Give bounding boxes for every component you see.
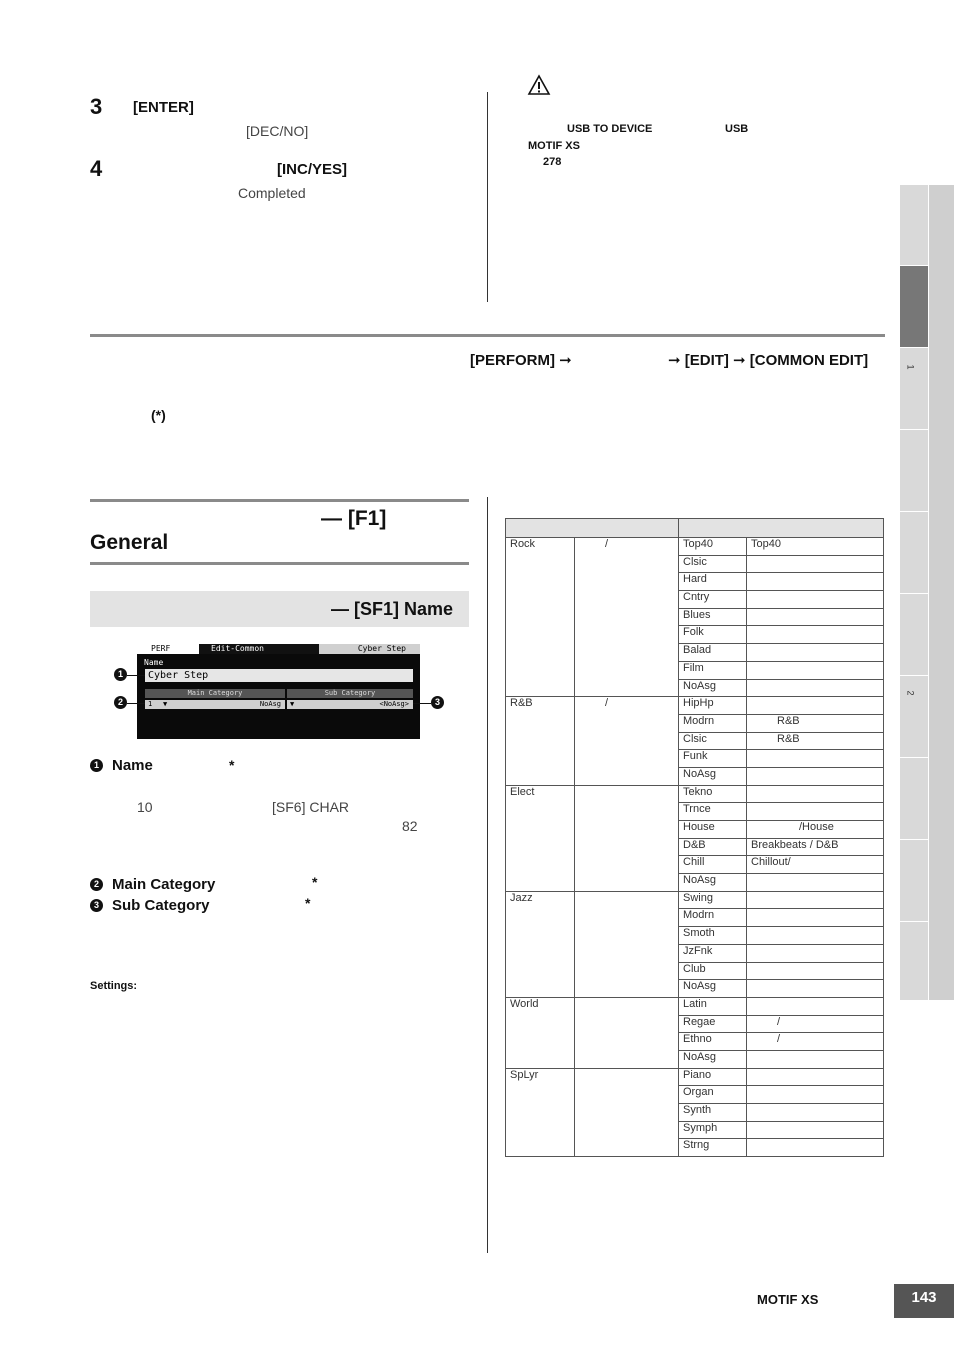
side-tab: [900, 594, 928, 676]
sub-category-desc-cell: [747, 944, 884, 962]
side-tab-edge: [929, 185, 954, 1000]
settings-label: Settings:: [90, 980, 138, 992]
sub-category-desc-cell: [747, 803, 884, 821]
sub-category-cell: JzFnk: [679, 944, 747, 962]
sub-category-desc-cell: /: [747, 1033, 884, 1051]
side-tab: [900, 430, 928, 512]
sub-category-cell: Swing: [679, 891, 747, 909]
sub-category-desc-cell: [747, 555, 884, 573]
table-row: [506, 891, 884, 909]
sub-category-cell: NoAsg: [679, 1050, 747, 1068]
lcd-main-category-value: [145, 700, 285, 709]
lcd-name-field: Cyber Step: [145, 669, 413, 682]
side-tab: [900, 348, 928, 430]
callout-3: 3: [431, 696, 444, 709]
lcd-name-label: Name: [144, 658, 164, 667]
sub-category-desc-cell: [747, 697, 884, 715]
lcd-sub-category-header: Sub Category: [287, 689, 413, 698]
table-row: [506, 997, 884, 1015]
subsection-title: — [SF1] Name: [331, 599, 454, 619]
side-tab: [900, 758, 928, 840]
page-number: 143: [894, 1284, 954, 1318]
page-reference: 82: [402, 818, 418, 834]
sub-category-desc-cell: [747, 909, 884, 927]
sub-category-desc-cell: [747, 927, 884, 945]
sub-category-desc-cell: [747, 1104, 884, 1122]
callout-line: [127, 675, 145, 676]
enter-key-label: [ENTER]: [133, 99, 194, 116]
sub-category-cell: D&B: [679, 838, 747, 856]
sub-category-desc-cell: [747, 573, 884, 591]
dropdown-arrow-icon: ▼: [290, 700, 295, 708]
sub-category-cell: NoAsg: [679, 980, 747, 998]
asterisk-mark: *: [305, 895, 311, 911]
section-title-f1: — [F1]: [321, 507, 387, 530]
usb-to-device-label: USB TO DEVICE: [567, 123, 653, 135]
side-tab: [900, 922, 928, 1001]
sub-category-desc-cell: Breakbeats / D&B: [747, 838, 884, 856]
callout-2: 2: [114, 696, 127, 709]
inc-yes-key-label: [INC/YES]: [277, 161, 348, 178]
sub-category-cell: Strng: [679, 1139, 747, 1157]
main-category-desc-cell: [575, 997, 679, 1068]
sub-category-cell: Balad: [679, 644, 747, 662]
sub-category-desc-cell: [747, 980, 884, 998]
sub-category-desc-cell: [747, 962, 884, 980]
sub-category-desc-cell: Top40: [747, 538, 884, 556]
main-category-cell: R&B: [506, 697, 575, 785]
sub-category-cell: Clsic: [679, 732, 747, 750]
main-category-desc-cell: /: [575, 697, 679, 785]
sub-category-desc-cell: [747, 1086, 884, 1104]
main-category-cell: Jazz: [506, 891, 575, 997]
asterisk-mark: *: [312, 874, 318, 890]
main-category-desc-cell: [575, 891, 679, 997]
main-category-cell: World: [506, 997, 575, 1068]
sub-category-cell: Ethno: [679, 1033, 747, 1051]
step-number: 3: [90, 94, 103, 119]
sub-category-cell: Clsic: [679, 555, 747, 573]
sub-category-cell: NoAsg: [679, 679, 747, 697]
lcd-edit-tab: Edit-Common: [199, 644, 319, 654]
lcd-main-category-number: 1: [148, 700, 153, 708]
sub-category-cell: Tekno: [679, 785, 747, 803]
param-main-category-label: Main Category: [112, 876, 216, 893]
table-row: [506, 1068, 884, 1086]
category-table: [505, 518, 884, 1157]
sub-category-desc-cell: [747, 891, 884, 909]
side-tab: [900, 185, 928, 266]
dropdown-arrow-icon: ▼: [163, 700, 168, 708]
callout-1: 1: [90, 759, 103, 772]
sub-category-cell: Latin: [679, 997, 747, 1015]
sub-category-desc-cell: [747, 1139, 884, 1157]
side-tab: [900, 840, 928, 922]
side-tab: [900, 512, 928, 594]
lcd-screenshot: [137, 644, 420, 739]
sub-category-desc-cell: [747, 750, 884, 768]
sub-category-cell: Hard: [679, 573, 747, 591]
section-bottom-rule: [90, 562, 469, 565]
sub-category-desc-cell: R&B: [747, 714, 884, 732]
sub-category-cell: Top40: [679, 538, 747, 556]
sub-category-desc-cell: [747, 661, 884, 679]
param-sub-category-label: Sub Category: [112, 897, 210, 914]
sub-category-desc-cell: [747, 1068, 884, 1086]
name-max-chars: 10: [137, 799, 153, 815]
main-category-desc-cell: /: [575, 538, 679, 697]
sub-category-desc-cell: Chillout/: [747, 856, 884, 874]
sub-category-cell: Organ: [679, 1086, 747, 1104]
sub-category-desc-cell: [747, 1121, 884, 1139]
side-tab-number: 1: [905, 364, 916, 370]
lcd-perf-tab: PERF: [137, 644, 199, 654]
asterisk-note: (*): [151, 407, 166, 423]
sub-category-cell: NoAsg: [679, 874, 747, 892]
sub-category-cell: Club: [679, 962, 747, 980]
lcd-sub-category-text: <NoAsg>: [379, 700, 409, 708]
sub-category-cell: Synth: [679, 1104, 747, 1122]
main-category-desc-cell: [575, 1068, 679, 1156]
sub-category-cell: House: [679, 821, 747, 839]
table-row: [506, 697, 884, 715]
main-category-cell: SpLyr: [506, 1068, 575, 1156]
section-title-general: General: [90, 531, 169, 554]
callout-1: 1: [114, 668, 127, 681]
sub-category-cell: Trnce: [679, 803, 747, 821]
column-divider: [487, 92, 488, 302]
main-category-desc-cell: [575, 785, 679, 891]
footer-product-name: MOTIF XS: [757, 1292, 819, 1307]
sub-category-cell: Blues: [679, 608, 747, 626]
sub-category-cell: Smoth: [679, 927, 747, 945]
main-category-header-cell: [506, 519, 679, 538]
param-name-label: Name: [112, 757, 153, 774]
sub-category-desc-cell: R&B: [747, 732, 884, 750]
callout-3: 3: [90, 899, 103, 912]
sub-category-desc-cell: [747, 626, 884, 644]
nav-path-perform: [PERFORM] ➞: [470, 352, 572, 369]
sub-category-desc-cell: [747, 608, 884, 626]
section-top-rule: [90, 499, 469, 502]
sub-category-desc-cell: [747, 679, 884, 697]
side-tab-active: [900, 266, 928, 348]
sub-category-cell: Folk: [679, 626, 747, 644]
warning-icon: [527, 74, 551, 101]
lcd-performance-name: Cyber Step: [357, 644, 406, 653]
usb-label: USB: [725, 123, 749, 135]
sub-category-header-cell: [679, 519, 884, 538]
side-tab: [900, 676, 928, 758]
callout-line: [127, 703, 145, 704]
sub-category-cell: Cntry: [679, 591, 747, 609]
sub-category-desc-cell: [747, 874, 884, 892]
main-category-cell: Elect: [506, 785, 575, 891]
sub-category-cell: Piano: [679, 1068, 747, 1086]
sub-category-cell: Film: [679, 661, 747, 679]
sub-category-cell: Modrn: [679, 714, 747, 732]
section-rule: [90, 334, 885, 337]
column-divider: [487, 497, 488, 1253]
sub-category-desc-cell: [747, 591, 884, 609]
sub-category-cell: Chill: [679, 856, 747, 874]
sub-category-desc-cell: [747, 1050, 884, 1068]
main-category-cell: Rock: [506, 538, 575, 697]
sub-category-cell: Funk: [679, 750, 747, 768]
nav-path-edit: ➞ [EDIT] ➞ [COMMON EDIT]: [668, 352, 869, 369]
sub-category-desc-cell: [747, 997, 884, 1015]
sub-category-desc-cell: [747, 767, 884, 785]
table-row: [506, 538, 884, 556]
sub-category-desc-cell: [747, 644, 884, 662]
sub-category-desc-cell: [747, 785, 884, 803]
table-row: [506, 785, 884, 803]
table-header-row: [506, 519, 884, 538]
callout-line: [413, 703, 431, 704]
completed-message: Completed: [238, 185, 306, 201]
callout-2: 2: [90, 878, 103, 891]
char-key-label: [SF6] CHAR: [272, 799, 350, 815]
sub-category-cell: Symph: [679, 1121, 747, 1139]
dec-no-key-label: [DEC/NO]: [246, 123, 309, 139]
sub-category-cell: Regae: [679, 1015, 747, 1033]
lcd-sub-category-value: [287, 700, 413, 709]
sub-category-desc-cell: /House: [747, 821, 884, 839]
lcd-main-category-header: Main Category: [145, 689, 285, 698]
sub-category-desc-cell: /: [747, 1015, 884, 1033]
side-tab-number: 2: [905, 690, 916, 696]
asterisk-mark: *: [229, 757, 235, 773]
lcd-main-category-text: NoAsg: [259, 700, 281, 708]
step-number: 4: [90, 156, 103, 181]
sub-category-cell: Modrn: [679, 909, 747, 927]
sub-category-cell: HipHp: [679, 697, 747, 715]
sub-category-cell: NoAsg: [679, 767, 747, 785]
product-name: MOTIF XS: [528, 140, 580, 152]
page-reference: 278: [543, 156, 562, 168]
